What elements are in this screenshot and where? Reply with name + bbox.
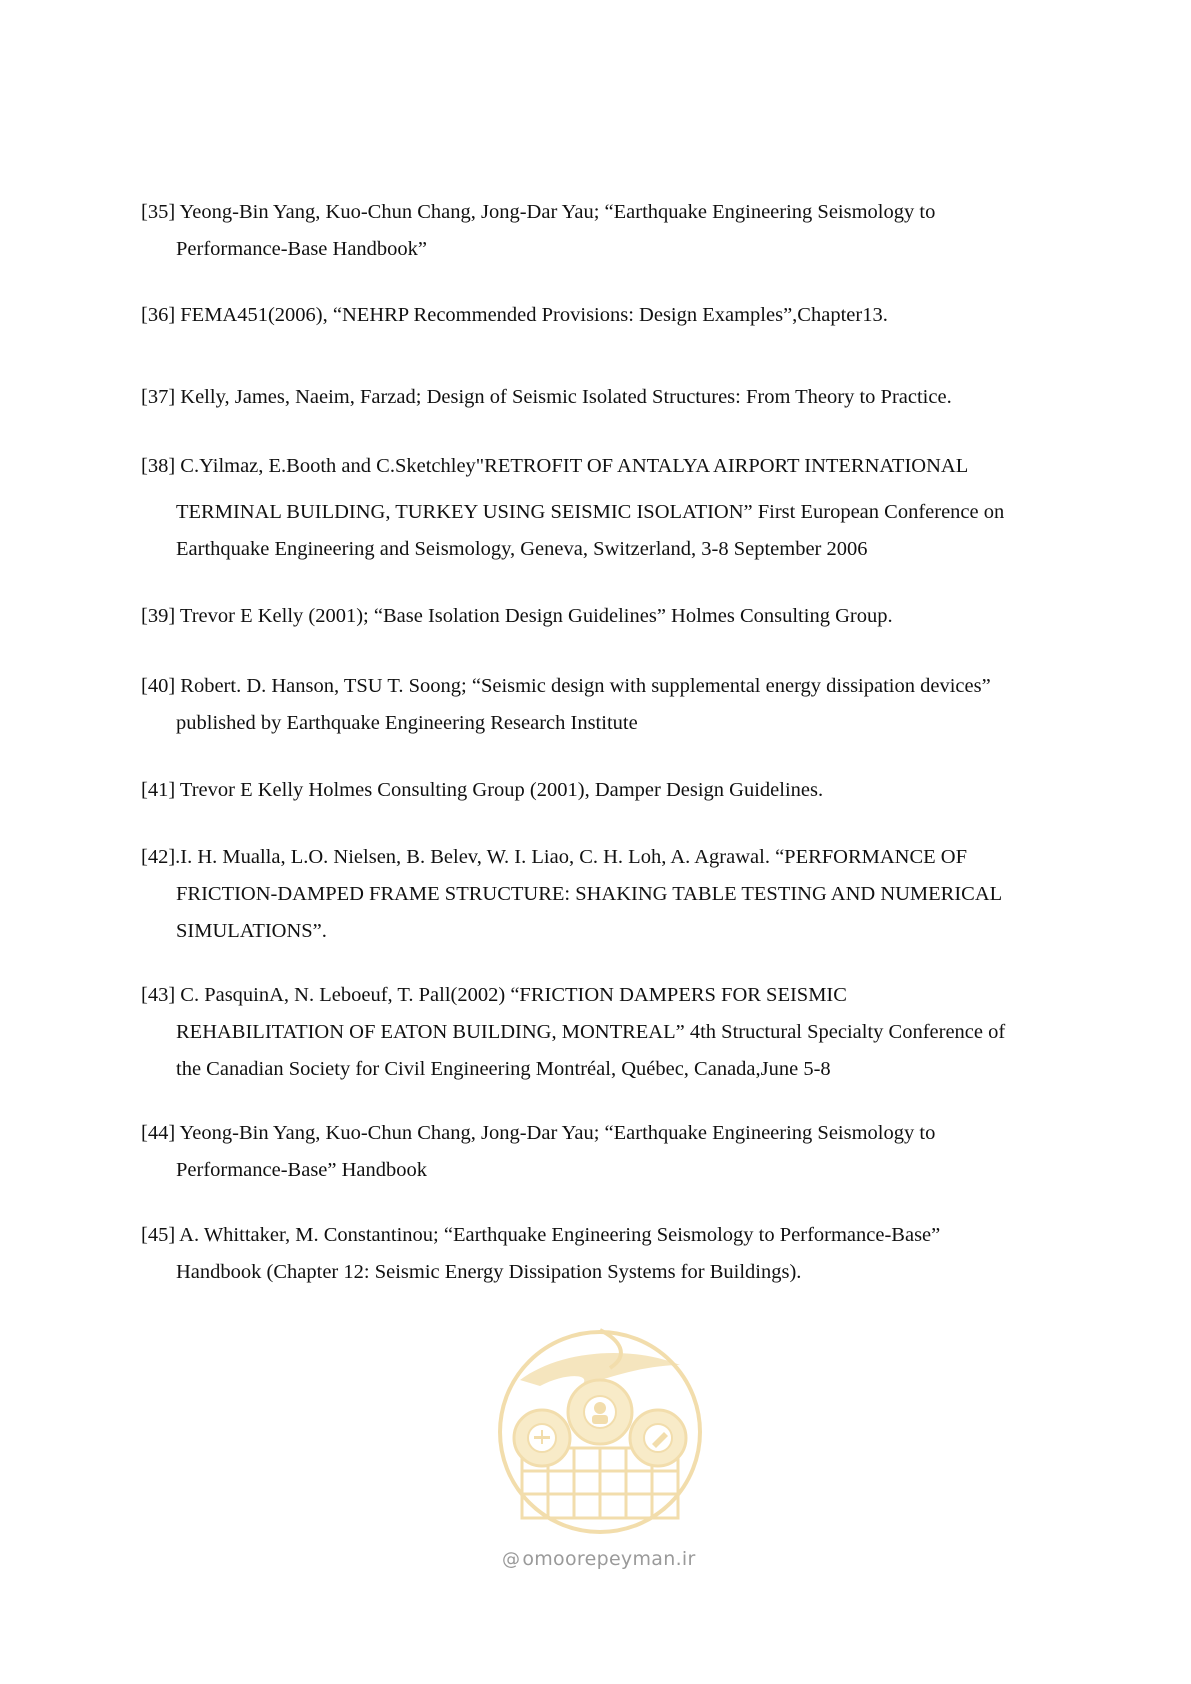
- reference-44: [141, 1115, 1061, 1189]
- reference-43: [141, 977, 1061, 1088]
- reference-45-line-1: [45] A. Whittaker, M. Constantinou; “Earthquake Engineering Seismology to Performance-Base”: [141, 1224, 941, 1246]
- reference-36: [141, 297, 1061, 334]
- reference-37-line-1: [37] Kelly, James, Naeim, Farzad; Design of Seismic Isolated Structures: From Theory to Practice.: [141, 386, 952, 408]
- reference-40: [141, 668, 1061, 742]
- reference-39-line-1: [39] Trevor E Kelly (2001); “Base Isolation Design Guidelines” Holmes Consulting Group.: [141, 605, 893, 627]
- reference-39: [141, 598, 1061, 635]
- watermark-site-text: omoorepeyman.ir: [522, 1548, 696, 1570]
- reference-44-line-2: Performance-Base” Handbook: [176, 1159, 428, 1181]
- reference-35-line-1: [35] Yeong-Bin Yang, Kuo-Chun Chang, Jong-Dar Yau; “Earthquake Engineering Seismology to: [141, 201, 936, 223]
- reference-45-line-2: Handbook (Chapter 12: Seismic Energy Dissipation Systems for Buildings).: [176, 1261, 802, 1283]
- reference-38: [141, 448, 1061, 485]
- reference-43-line-2: REHABILITATION OF EATON BUILDING, MONTREAL” 4th Structural Specialty Conference of: [176, 1021, 1006, 1043]
- reference-36-line-1: [36] FEMA451(2006), “NEHRP Recommended Provisions: Design Examples”,Chapter13.: [141, 304, 888, 326]
- gear-seal-logo-icon: [480, 1320, 720, 1550]
- reference-42-line-1: [42].I. H. Mualla, L.O. Nielsen, B. Belev, W. I. Liao, C. H. Loh, A. Agrawal. “PERFORMANCE OF: [141, 846, 968, 868]
- reference-45: [141, 1217, 1061, 1291]
- at-sign-icon: @: [502, 1549, 521, 1570]
- reference-42-line-2: FRICTION-DAMPED FRAME STRUCTURE: SHAKING TABLE TESTING AND NUMERICAL: [176, 883, 1003, 905]
- reference-43-line-3: the Canadian Society for Civil Engineering Montréal, Québec, Canada,June 5-8: [176, 1058, 831, 1080]
- reference-40-line-2: published by Earthquake Engineering Research Institute: [176, 712, 638, 734]
- reference-42: [141, 839, 1061, 950]
- reference-38-line-1: [38] C.Yilmaz, E.Booth and C.Sketchley"RETROFIT OF ANTALYA AIRPORT INTERNATIONAL: [141, 455, 969, 477]
- watermark-site-label: [502, 1548, 696, 1570]
- reference-38-continuation: [141, 494, 1061, 568]
- reference-37: [141, 379, 1061, 416]
- reference-38-line-3: Earthquake Engineering and Seismology, Geneva, Switzerland, 3-8 September 2006: [176, 538, 868, 560]
- reference-44-line-1: [44] Yeong-Bin Yang, Kuo-Chun Chang, Jong-Dar Yau; “Earthquake Engineering Seismology to: [141, 1122, 936, 1144]
- reference-43-line-1: [43] C. PasquinA, N. Leboeuf, T. Pall(2002) “FRICTION DAMPERS FOR SEISMIC: [141, 984, 847, 1006]
- reference-41: [141, 772, 1061, 809]
- reference-38-line-2: TERMINAL BUILDING, TURKEY USING SEISMIC ISOLATION” First European Conference on: [176, 501, 1005, 523]
- reference-40-line-1: [40] Robert. D. Hanson, TSU T. Soong; “Seismic design with supplemental energy dissipation devices”: [141, 675, 991, 697]
- reference-35-line-2: Performance-Base Handbook”: [176, 238, 428, 260]
- reference-42-line-3: SIMULATIONS”.: [176, 920, 327, 942]
- watermark-logo: [480, 1320, 720, 1580]
- reference-35: [141, 194, 1061, 268]
- reference-41-line-1: [41] Trevor E Kelly Holmes Consulting Group (2001), Damper Design Guidelines.: [141, 779, 824, 801]
